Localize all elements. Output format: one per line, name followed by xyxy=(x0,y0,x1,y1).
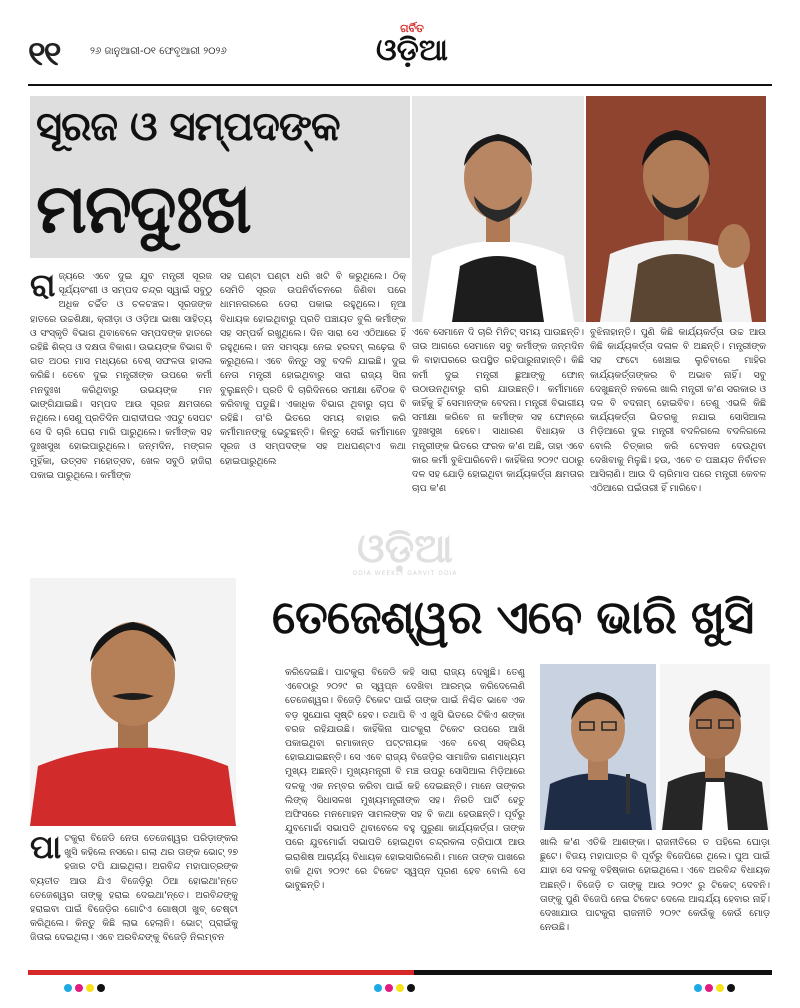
article2-dropcap: ପା xyxy=(30,832,62,866)
registration-marks-center xyxy=(374,984,415,992)
article1-headline-line1: ସୂରଜ ଓ ସମ୍ପଦଙ୍କ xyxy=(36,104,340,150)
cyan-dot-icon xyxy=(694,984,702,992)
article1-column-3: ଏବେ ସେମାନେ ଦି ଚାରି ମିନିଟ୍ ସମୟ ପାଉଛନ୍ତି। ତାଉ ଆଗରେ ସେମାନେ ସବୁ କର୍ମୀଙ୍କ ଜନ୍ମଦିନ କି ବାହାଘରରେ ଉପସ୍ଥିତ ରହିପାରୁନାହାନ୍ତି। କିଛି କର୍ମୀ ଦୁଇ ମନ୍ତ୍ରୀ ଛୁଆଙ୍କୁ ଫୋନ୍ ଉଠାଉନଥିବାରୁ ରାଗି ଯାଉଛନ୍ତି। କର୍ମୀମାନେ କାହିଁକୁ ହିଁ ସେମାନଙ୍କ ବେଦନା। ମନ୍ତ୍ରୀ ବିଭାଗୀୟ ସମୀକ୍ଷା କରିବେ ନା କର୍ମୀଙ୍କ ସହ ଫୋନ୍‌ରେ ଦୁଃଖସୁଖ ହେବେ। ସାଧାରଣ ବିଧାୟକ ଓ ମନ୍ତ୍ରୀଙ୍କ ଭିତରେ ଫରକ କ'ଣ ଅଛି, ତାହା ଏବେ କାର କର୍ମୀ ବୁଝିପାରିବେନି। କାହିଁକିନା ୨୦୨୯ ପଠାରୁ ଦଳ ସହ ଯୋଡ଼ି ହୋଇଥିବା କାର୍ଯ୍ୟକର୍ତ୍ତା କ୍ଷମତାର ଚାପ କ'ଣ xyxy=(412,327,584,495)
masthead-logo xyxy=(357,22,467,66)
portrait-man-red-shirt xyxy=(30,578,236,826)
yellow-dot-icon xyxy=(86,984,94,992)
portrait-man-glasses-mic xyxy=(540,664,656,830)
masthead-top: ଗର୍ବିତ xyxy=(400,22,424,35)
registration-marks-right xyxy=(694,984,735,992)
black-dot-icon xyxy=(97,984,105,992)
magenta-dot-icon xyxy=(705,984,713,992)
article2-col1-text: ଟକୁରା ବିଜେଡି ନେତା ତେଜେଶ୍ୱର ପରିଡ଼ାଙ୍କର ଖୁସି କହିଲେ ନସରେ। ଗଲା ଥର ତାଙ୍କ ଭୋଟ୍ ୨୭ ହଜାର ଟପି ଯାଇଥିଲା। ଅରବିନ୍ଦ ମହାପାତ୍ରଙ୍କ ବ୍ୟତୀତ ଆଉ ଯିଏ ବିଜେଡ଼ିରୁ ଠିଆ ହୋଇଥା'ନ୍ତେ ତେଜେଶ୍ୱର ତାଙ୍କୁ ହରାଇ ଦେଇଥା'ନ୍ତେ। ଅରବିନ୍ଦଙ୍କୁ ହରାଇବା ପାଇଁ ବିଜେଡ଼ିର ଗୋଟିଏ ଗୋଷ୍ଠୀ ଖୁବ୍ ଚେଷ୍ଟା କରିଥିଲେ। କିନ୍ତୁ କିଛି ଲାଭ ହେଲାନି। ଭୋଟ୍ ପ୍ରାଇଁକୁ ଜିତାଇ ଦେଇଥିଲା। ଏବେ ଅରବିନ୍ଦଙ୍କୁ ବିଜେଡ଼ି ନିଲମ୍ବନ xyxy=(30,833,238,944)
footer-rule-dark xyxy=(414,970,772,975)
black-dot-icon xyxy=(407,984,415,992)
watermark-main: ଓଡ଼ିଆ xyxy=(357,526,453,572)
photo-man-black-jacket xyxy=(660,664,770,830)
article2-column-2: କରିଦେଇଛି। ପାଟକୁରା ବିଜେଡି କହି ସାରା ରାଜ୍ୟ ଦେଖୁଛି। ତେଣୁ ଏବେଠାରୁ ୨୦୨୯ ର ସ୍ୱପ୍ନ ଦେଖିବା ଆରମ୍ଭ କରିଦେଲେଣି ତେଜେଶ୍ୱର। ବିଜେଡ଼ି ଟିକେଟ ପାଇଁ ତାଙ୍କ ପାଇଁ ନିଶ୍ଚିତ ଭାବେ ଏକ ବଡ଼ ସୁଯୋଗ ସୃଷ୍ଟି ହେବ। ତଥାପି ବି ଏ ଖୁସି ଭିତରେ ଟିକିଏ ଶଙ୍କା ବରଜ ରହିଯାଉଛି। କାହିଁକିନା ପାଟକୁରା ଟିକେଟ ଉପରେ ଆଖି ପକାଇଥିବା ରମାକାନ୍ତ ପଟ୍ଟନାୟକ ଏବେ ବେଶ୍ ସକ୍ରିୟ ହୋଇଯାଇଛନ୍ତି। ସେ ଏବେ ରାଜ୍ୟ ବିଜେଡ଼ିର ସାମାଜିକ ଗଣମାଧ୍ୟମ ମୁଖ୍ୟ ଅଛନ୍ତି। ମୁଖ୍ୟମନ୍ତ୍ରୀ ବି ମଞ୍ଚ ଉପରୁ ସୋସିଆଲ ମିଡ଼ିଆରେ ଦଳକୁ ଏକ ନମ୍ବର କରିବା ପାଇଁ କହି ଦେଇଛନ୍ତି। ମାନେ ତାଙ୍କର ଲିଙ୍କ୍ ସିଧାସଳଖ ମୁଖ୍ୟମନ୍ତ୍ରୀଙ୍କ ସହ। ନିରତି ପାର୍ଟି ହେତୁ ଅଫିସରେ ମନମୋହନ ସାମଲଙ୍କ ସହ ବି କଥା ହେଉଛନ୍ତି। ପୂର୍ବରୁ ଯୁବମୋର୍ଚ୍ଚା ସଭାପତି ଥିବାବେଳେ ବହୁ ପୁରୁଣା କାର୍ଯ୍ୟକର୍ତ୍ତା। ତାଙ୍କ ପରେ ଯୁବମୋର୍ଚ୍ଚା ସଭାପତି ହୋଇଥିବା ଚନ୍ଦ୍ରକଳା ତ୍ରିପାଠୀ ଆଉ ଇରାଶିଷ ଆଚାର୍ଯ୍ୟ ବିଧାୟକ ହୋଇସାରିଲେଣି। ମାନେ ତାଙ୍କ ପାଖରେ ବାକି ଥିବା ୨୦୨୯ ରେ ଟିକେଟ ସ୍ୱପ୍ନ ପୂରଣ ହେବ ବୋଲି ସେ ଭାବୁଛନ୍ତି। xyxy=(285,667,525,892)
footer-rule-red xyxy=(28,970,414,975)
article2-column-1 xyxy=(30,832,238,968)
header-rule xyxy=(28,84,772,86)
article1-column-2: ସହ ଘଣ୍ଟା ଘଣ୍ଟା ଧରି ଖଟି ବି କରୁଥିଲେ। ଠିକ୍ ସେମିତି ସୂରଜ ଉପନିର୍ବାଚନରେ ଜିଣିବା ପରେ ଧାମନଗରରେ ଡେରା ପକାଇ ରହୁଥିଲେ। ନୂଆ ବିଧାୟକ ହୋଇଥିବାରୁ ପ୍ରତି ପଞ୍ଚାୟତ ବୁଲି କର୍ମୀଙ୍କ ସହ ସମ୍ପର୍କ ରଖୁଥିଲେ। ଦିନ ସାରା ସେ ଏଠିଆରେ ହିଁ ରହୁଥିଲେ। ଜନ ସମସ୍ୟା ନେଇ ହରଦମ୍ ଲଢ଼େଇ ବି କରୁଥିଲେ। ଏବେ କିନ୍ତୁ ସବୁ ବଦଳି ଯାଇଛି। ଦୁଇ ନେତା ମନ୍ତ୍ରୀ ହୋଇଥିବାରୁ ସାରା ରାଜ୍ୟ ସିନା ବୁଲୁଛନ୍ତି। ପ୍ରତି ଦି ଚାରିଦିନରେ ସମୀକ୍ଷା ବୈଠକ ବି କରିବାକୁ ପଡୁଛି। ଏକାଧିକ ବିଭାଗ ଥିବାରୁ ଚାପ ବି ରହିଛି। ତା'ରି ଭିତରେ ସମୟ ବାହାର କରି କର୍ମୀମାନଙ୍କୁ ଭେଟୁଛନ୍ତି। କିନ୍ତୁ ସେଇଁ କର୍ମୀମାନେ ସୂରଜ ଓ ସମ୍ପଦଙ୍କ ସହ ଅଧଘଣ୍ଟାଏ କଥା ହୋଇପାରୁଥିଲେ xyxy=(220,271,406,467)
article2-headline: ତେଜେଶ୍ୱର ଏବେ ଭାରି ଖୁସି xyxy=(272,590,754,644)
portrait-man-glasses-jacket xyxy=(660,664,770,830)
photo-tejeswar xyxy=(30,578,236,826)
yellow-dot-icon xyxy=(396,984,404,992)
article1-col1-text: ଜ୍ୟରେ ଏବେ ଦୁଇ ଯୁବ ମନ୍ତ୍ରୀ ସୂରଜ ସୂର୍ଯ୍ୟବଂଶୀ ଓ ସମ୍ପଦ ଚନ୍ଦ୍ର ସ୍ୱାଇଁ ସବୁଠୁ ଅଧିକ ଚର୍ଚ୍ଚିତ ଓ ଚଳଚଞ୍ଚଳ। ସୂରଜଙ୍କ ହାତରେ ଉଚ୍ଚଶିକ୍ଷା, କ୍ରୀଡ଼ା ଓ ଓଡ଼ିଆ ଭାଷା ସାହିତ୍ୟ ଓ ସଂସ୍କୃତି ବିଭାଗ ଥିବାବେଳେ ସମ୍ପଦଙ୍କ ହାତରେ ରହିଛି ଶିଳ୍ପ ଓ ଦକ୍ଷତା ବିକାଶ। ଉଭୟଙ୍କ ବିଭାଗ ବି ଗତ ଅଠର ମାସ ମଧ୍ୟରେ ବେଶ୍ ସଫଳତା ହାସଲ କରିଛି। ତେବେ ଦୁଇ ମନ୍ତ୍ରୀଙ୍କ ଉପରେ କର୍ମୀ ମନଦୁଃଖ କରିଥିବାରୁ ଉଭୟଙ୍କ ମନ ଭାଙ୍ଗିଯାଇଛି। ସମ୍ପଦ ଆଉ ସୂରଜ କ୍ଷମତାରେ ନଥିଲେ। ସେଣୁ ପ୍ରତିଦିନ ପାରାଦୀପର ଏପଟୁ ସେପଟ ସେ ଦି ଚାରି ଘେରା ମାରି ପାରୁଥିଲେ। କର୍ମୀଙ୍କ ସହ ଦୁଃଖସୁଖ ହୋଇପାରୁଥିଲେ। ଜନ୍ମଦିନ, ମଙ୍ଗଳ ମୁହିଁକା, ଉତ୍ସବ ମହୋତ୍ସବ, ଖେଳ ସବୁଠି ହାଜିରା ପକାଇ ପାରୁଥିଲେ। କର୍ମୀଙ୍କ xyxy=(30,271,212,481)
article1-column-1 xyxy=(30,270,212,560)
article1-headline-line2: ମନଦୁଃଖ xyxy=(36,170,250,249)
photo-man-with-microphone xyxy=(540,664,656,830)
portrait-man-brown-vest xyxy=(586,96,766,322)
cyan-dot-icon xyxy=(64,984,72,992)
portrait-man-black-vest xyxy=(412,96,584,322)
magenta-dot-icon xyxy=(385,984,393,992)
article2-column-3: ଖାଲି କ'ଣ ଏତିକି ଆଶଙ୍କା। ରାଜନୀତିରେ ତ ପହିଲେ ଘୋଡ଼ା ଛୁଟେ। ବିଜୟ ମହାପାତ୍ର ବି ପୂର୍ବରୁ ବିଜେପିରେ ଥିଲେ। ପୁଅ ପାଇଁ ଯାହା ସେ ଦଳକୁ ବହିଷ୍କାର ହୋଇଥିଲେ। ଏବେ ଅରବିନ୍ଦ ବିଧାୟକ ଅଛନ୍ତି। ବିଜେଡ଼ି ତ ତାଙ୍କୁ ଆଉ ୨୦୨୯ ରୁ ଟିକେଟ୍ ଦେବନି। ତାଙ୍କୁ ପୁଣି ବିଜେପି ନେଇ ଟିକେଟ ଦେଲେ ଆଶ୍ଚର୍ଯ୍ୟ ହେବାର ନାହିଁ। ଦେଖାଯାଉ ପାଟକୁରା ରାଜନୀତି ୨୦୨୯ କେଉଁକୁ କେଉଁ ମୋଡ଼ ନେଉଛି। xyxy=(540,837,770,934)
photo-suraj xyxy=(412,96,584,322)
magenta-dot-icon xyxy=(75,984,83,992)
watermark-sub: ODIA WEEKLY GARVIT ODIA xyxy=(352,570,458,577)
article1-dropcap: ରା xyxy=(30,270,56,304)
cyan-dot-icon xyxy=(374,984,382,992)
masthead-main: ଓଡ଼ିଆ xyxy=(376,33,448,68)
yellow-dot-icon xyxy=(716,984,724,992)
registration-marks-left xyxy=(64,984,105,992)
black-dot-icon xyxy=(727,984,735,992)
page-number: ୧୧ xyxy=(28,34,60,74)
photo-sampad xyxy=(586,96,766,322)
issue-date: ୨୬ ଜାନୁଆରୀ-୦୧ ଫେବୃଆରୀ ୨୦୨୬ xyxy=(90,46,227,57)
article1-column-4: ବୁଝିନାହାନ୍ତି। ପୁଣି କିଛି କାର୍ଯ୍ୟକର୍ତ୍ତା ଉଚ୍ଚ ଆଉ କିଛି କାର୍ଯ୍ୟକର୍ତ୍ତା ଦଳାଳ ବି ଅଛନ୍ତି। ମନ୍ତ୍ରୀଙ୍କ ସହ ଫଟୋ ଖେଞ୍ଚାଇ ଲୁଚିବାରେ ମାହିର କାର୍ଯ୍ୟକର୍ତ୍ତାଙ୍କର ବି ଅଭାବ ନାହିଁ। ସବୁ ଦେଖୁଛନ୍ତି ନକଲେ ଖାଲି ମନ୍ତ୍ରୀ କ'ଣ ସରକାର ଓ ଦଳ ବି ବଦନାମ୍ ହୋଇବିବ। ତେଣୁ ଏଭଳି କିଛି କାର୍ଯ୍ୟକର୍ତ୍ତା ଭିତରକୁ ନଯାଇ ସୋସିଆଲ ମିଡ଼ିଆରେ ଦୁଇ ମନ୍ତ୍ରୀ ବଦଳିଗଲେ ବଦଳିଗଲେ ବୋଲି ଚିତ୍କାର କରି ଟେନସନ ଦେଉଥିବା ଦେଖିବାକୁ ମିଳୁଛି। ହଉ, ଏବେ ତ ପଞ୍ଚାୟତ ନିର୍ବାଚନ ଆସିଲାଣି। ଆଉ ଦି ଚାରିମାସ ପରେ ମନ୍ତ୍ରୀ କେବଳ ଏଠିଆରେ ପଇଁତାରୀ ହିଁ ମାରିବେ। xyxy=(590,327,766,495)
